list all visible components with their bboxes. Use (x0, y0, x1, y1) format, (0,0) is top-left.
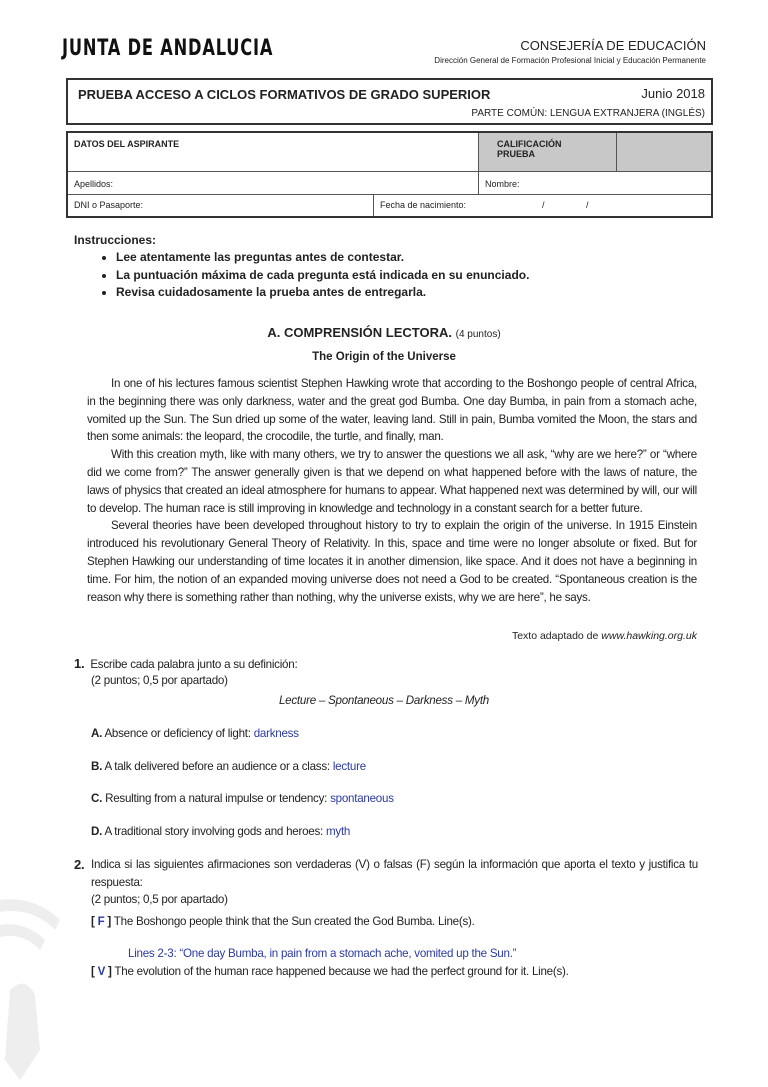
fecha-label: Fecha de nacimiento: (380, 200, 467, 210)
grade-field[interactable] (616, 133, 711, 172)
q2-item (91, 915, 475, 928)
apellidos-field[interactable]: Apellidos: (68, 172, 478, 195)
q1-item-b (91, 760, 366, 773)
item-text: A traditional story involving gods and heroes: (104, 825, 326, 838)
bracket: [ (91, 915, 98, 928)
paragraph: In one of his lectures famous scientist Stephen Hawking wrote that according to the Boshongo people of central Africa, in the beginning there was only darkness, water and the great god Bumba. One day Bumba, in pain from a stomach ache, vomited up the Sun. The Sun dried up some of the water, leaving land. Still in pain, Bumba vomited the Moon, the stars and then some animals: the leopard, the crocodile, the turtle, and finally, man. (87, 377, 697, 444)
dni-field[interactable]: DNI o Pasaporte: (74, 200, 144, 210)
item-text: The evolution of the human race happened because we had the perfect ground for it. Line(s). (111, 965, 569, 978)
date-slash: / (586, 200, 589, 210)
q-prompt: Indica si las siguientes afirmaciones son verdaderas (V) o falsas (F) según la información que aporta el texto y justifica tu respuesta: (91, 858, 698, 889)
department: CONSEJERÍA DE EDUCACIÓN (520, 38, 706, 53)
tf-answer: F (97, 915, 105, 928)
nombre-field[interactable]: Nombre: (478, 172, 711, 195)
q1-item-d (91, 825, 350, 838)
exam-title: PRUEBA ACCESO A CICLOS FORMATIVOS DE GRADO SUPERIOR (78, 87, 491, 102)
item-text: Absence or deficiency of light: (104, 727, 254, 740)
q1-item-a (91, 727, 299, 740)
item-letter: B. (91, 760, 103, 773)
source-url: www.hawking.org.uk (601, 630, 697, 642)
bracket: [ (91, 965, 98, 978)
bracket: ] (104, 915, 112, 928)
source (512, 630, 697, 642)
item-text: Resulting from a natural impulse or tendency: (105, 792, 331, 805)
word-list: Lecture – Spontaneous – Darkness – Myth (278, 694, 490, 707)
item-letter: C. (91, 792, 103, 805)
paragraph: With this creation myth, like with many others, we try to answer the questions we all ask, “why are we here?” or “where did we come from?” The answer generally given is that we depend on what happened before with the laws of nature, the laws of physics that created an ideal atmosphere for humans to appear. What happened next was determined by will, our will to develop. The human race is still improving in knowledge and technology in a constant search for a better future. (87, 448, 697, 515)
exam-date: Junio 2018 (641, 86, 705, 101)
datos-label: DATOS DEL ASPIRANTE (68, 133, 478, 172)
answer: myth (326, 825, 351, 838)
item-text: A talk delivered before an audience or a class: (104, 760, 333, 773)
watermark-emblem-icon (0, 880, 70, 1087)
answer: lecture (332, 760, 366, 773)
fecha-field[interactable] (373, 195, 711, 216)
q1-item-c (91, 792, 394, 805)
instructions-title: Instrucciones: (74, 233, 157, 247)
instruction-item: • Lee atentamente las preguntas antes de contestar. (116, 249, 529, 267)
q-prompt: Escribe cada palabra junto a su definición: (90, 658, 298, 671)
item-letter: D. (91, 825, 103, 838)
reading-text (87, 375, 697, 606)
date-slash: / (542, 200, 545, 210)
instruction-item: • Revisa cuidadosamente la prueba antes de entregarla. (116, 284, 529, 302)
section-points: (4 puntos) (455, 329, 501, 340)
calificacion-label: CALIFICACIÓN PRUEBA (478, 133, 616, 172)
item-letter: A. (91, 727, 103, 740)
q-number: 1. (74, 656, 85, 671)
reading-title: The Origin of the Universe (312, 351, 456, 363)
instructions (74, 233, 529, 302)
exam-header-box (66, 78, 713, 125)
instruction-item: • La puntuación máxima de cada pregunta está indicada en su enunciado. (116, 267, 529, 285)
question-1 (74, 656, 297, 671)
paragraph: Several theories have been developed throughout history to try to explain the origin of the universe. In 1915 Einstein introduced his revolutionary General Theory of Relativity. In this, space and time were no longer absolute or fixed. But for Stephen Hawking our understanding of time locates it in another dimension, like space. And it does not have a beginning in time. For him, the notion of an expanded moving universe does not need a God to be created. “Spontaneous creation is the reason why there is something rather than nothing, why the universe exists, why we are here”, he says. (87, 519, 697, 604)
directorate: Dirección General de Formación Profesional Inicial y Educación Permanente (434, 56, 706, 65)
justification: Lines 2-3: “One day Bumba, in pain from a stomach ache, vomited up the Sun.” (128, 947, 517, 960)
q1-points: (2 puntos; 0,5 por apartado) (91, 674, 228, 687)
tf-answer: V (97, 965, 106, 978)
exam-part: PARTE COMÚN: LENGUA EXTRANJERA (INGLÉS) (471, 108, 705, 119)
item-text: The Boshongo people think that the Sun created the God Bumba. Line(s). (111, 915, 475, 928)
section-heading (0, 325, 768, 340)
applicant-form (66, 131, 713, 218)
section-title: A. COMPRENSIÓN LECTORA. (267, 325, 452, 340)
q-number: 2. (74, 857, 85, 872)
q2-points: (2 puntos; 0,5 por apartado) (91, 893, 228, 906)
question-2 (74, 856, 698, 909)
junta-logo: JUNTA DE ANDALUCIA (62, 36, 274, 61)
answer: darkness (253, 727, 299, 740)
source-prefix: Texto adaptado de (511, 630, 602, 642)
bracket: ] (105, 965, 112, 978)
answer: spontaneous (330, 792, 394, 805)
q2-item (91, 965, 569, 978)
